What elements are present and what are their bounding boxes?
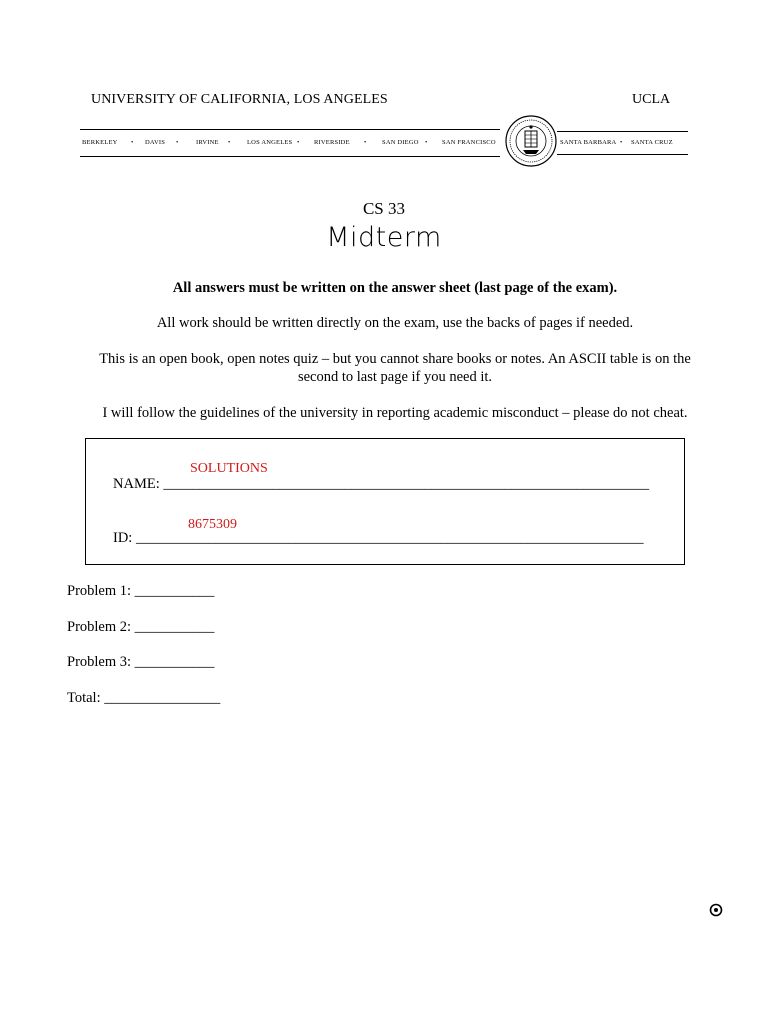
header-rule-top-left	[80, 129, 500, 130]
campus-separator: •	[297, 139, 300, 146]
campus-davis: DAVIS	[145, 139, 166, 146]
campus-irvine: IRVINE	[196, 139, 219, 146]
id-field[interactable]: ID: ______________________________________________________________________	[113, 530, 644, 546]
score-problem-1[interactable]: Problem 1: ___________	[67, 583, 215, 599]
instruction-misconduct: I will follow the guidelines of the university in reporting academic misconduct – please do not cheat.	[102, 405, 688, 421]
campus-separator: •	[176, 139, 179, 146]
instruction-open-book: This is an open book, open notes quiz – but you cannot share books or notes. An ASCII table is on the second to last page if you need it.	[99, 351, 691, 385]
id-answer: 8675309	[188, 517, 237, 532]
university-seal-icon	[505, 115, 557, 167]
campus-separator: •	[364, 139, 367, 146]
header-rule-bottom-right	[557, 154, 688, 155]
campus-riverside: RIVERSIDE	[314, 139, 350, 146]
score-problem-2[interactable]: Problem 2: ___________	[67, 619, 215, 635]
campus-separator: •	[131, 139, 134, 146]
campus-santa-barbara: SANTA BARBARA	[560, 139, 617, 146]
instruction-answer-sheet: All answers must be written on the answer sheet (last page of the exam).	[172, 280, 618, 296]
campus-separator: •	[425, 139, 428, 146]
course-code: CS 33	[362, 199, 406, 218]
header-rule-top-right	[557, 131, 688, 132]
university-name: UNIVERSITY OF CALIFORNIA, LOS ANGELES	[91, 92, 388, 107]
student-info-box	[85, 438, 685, 565]
campus-separator: •	[620, 139, 623, 146]
campus-santa-cruz: SANTA CRUZ	[631, 139, 673, 146]
exam-title: Midterm	[326, 222, 442, 253]
instruction-work: All work should be written directly on the exam, use the backs of pages if needed.	[156, 315, 634, 331]
target-marker-icon	[709, 903, 723, 917]
score-problem-3[interactable]: Problem 3: ___________	[67, 654, 215, 670]
campus-san-francisco: SAN FRANCISCO	[442, 139, 496, 146]
name-field[interactable]: NAME: ___________________________________________________________________	[113, 476, 650, 492]
header-rule-bottom-left	[80, 156, 500, 157]
campus-separator: •	[228, 139, 231, 146]
campus-san-diego: SAN DIEGO	[382, 139, 419, 146]
campus-los-angeles: LOS ANGELES	[247, 139, 293, 146]
score-total[interactable]: Total: ________________	[67, 690, 221, 706]
university-short-name: UCLA	[632, 92, 671, 107]
name-answer: SOLUTIONS	[190, 461, 268, 476]
campus-berkeley: BERKELEY	[82, 139, 118, 146]
